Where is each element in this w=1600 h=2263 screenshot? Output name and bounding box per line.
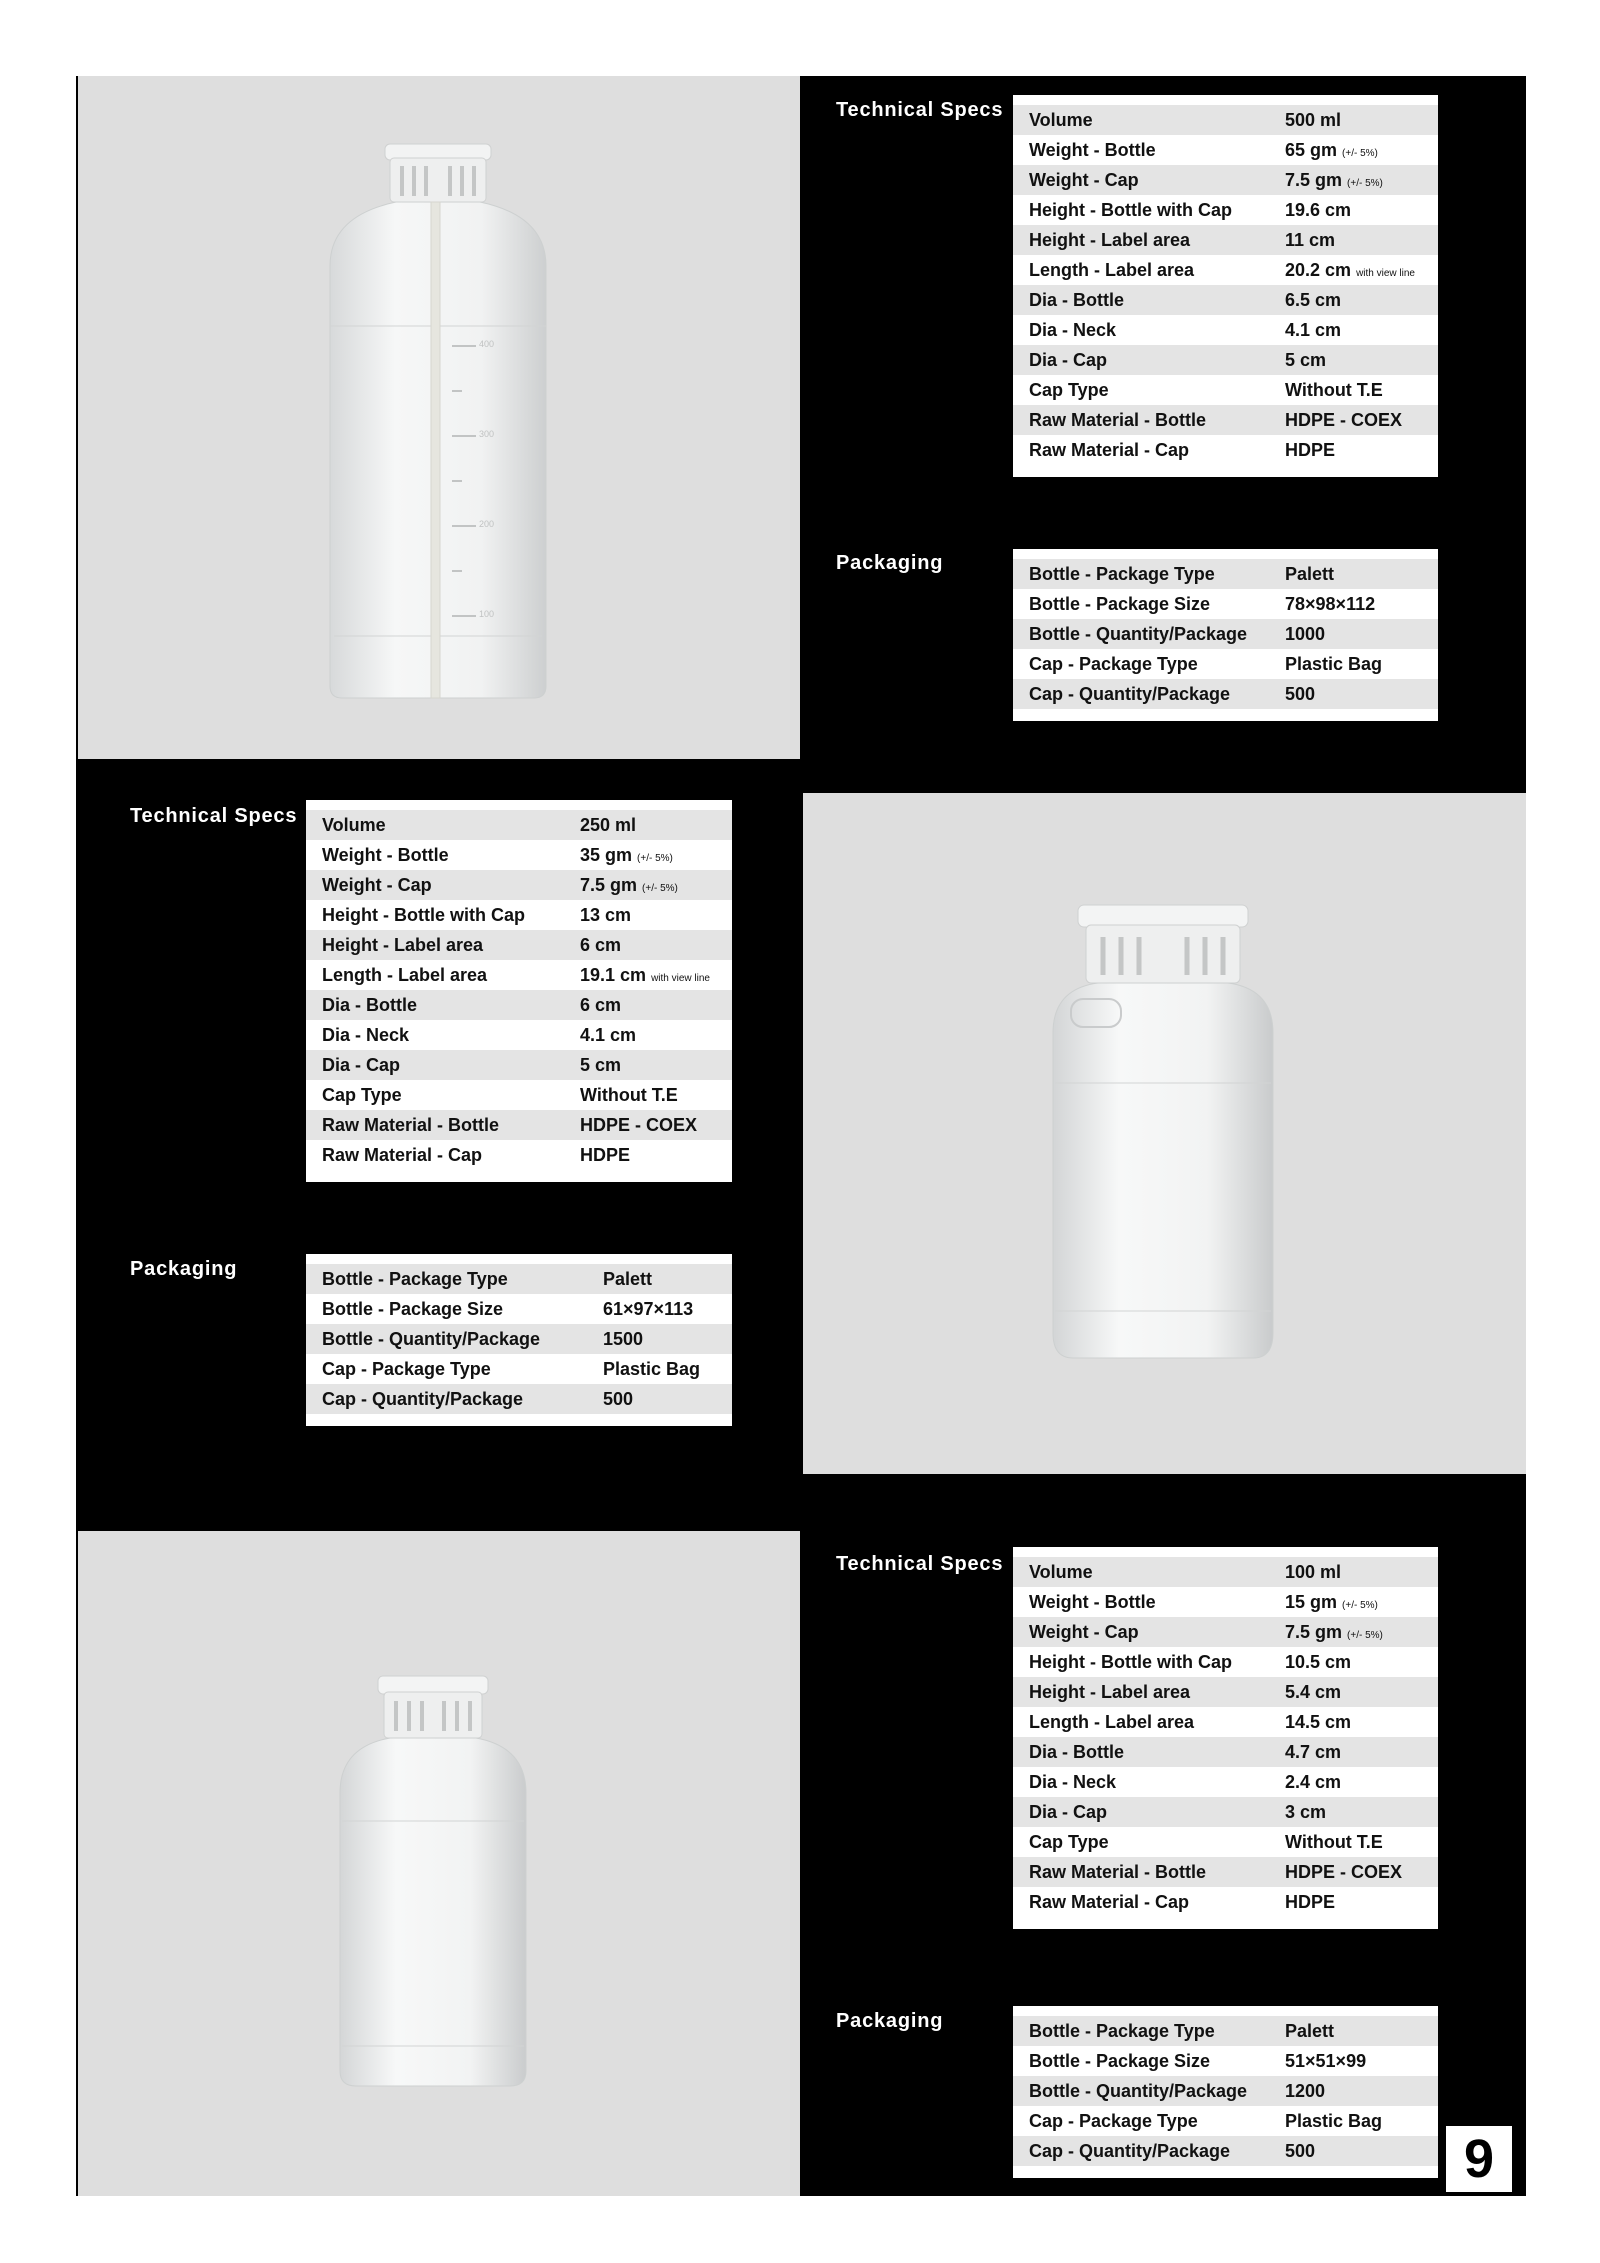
row-value-cell	[1269, 345, 1438, 375]
row-value: 20.2 cm	[1285, 259, 1352, 280]
spec-row	[1013, 100, 1438, 135]
row-label: Weight - Cap	[1013, 1617, 1269, 1647]
spec-row	[306, 930, 732, 960]
row-value-cell	[564, 870, 732, 900]
packaging-row	[1013, 589, 1438, 619]
row-label: Raw Material - Bottle	[306, 1110, 564, 1140]
product-photo-250ml	[803, 793, 1526, 1474]
row-value-cell	[1269, 2076, 1438, 2106]
packaging-row	[306, 1324, 732, 1354]
spec-row	[1013, 1707, 1438, 1737]
row-value-cell	[564, 805, 732, 840]
technical-specs-table	[1013, 95, 1438, 477]
row-value-cell	[564, 840, 732, 870]
spec-row	[306, 1110, 732, 1140]
row-value: HDPE	[580, 1144, 631, 1165]
graduation-label: 200	[479, 519, 495, 529]
technical-specs-heading: Technical Specs	[836, 99, 1004, 121]
row-label: Dia - Neck	[1013, 315, 1269, 345]
row-label: Height - Bottle with Cap	[306, 900, 564, 930]
row-label: Dia - Cap	[306, 1050, 564, 1080]
row-value-cell	[1269, 649, 1438, 679]
row-value-cell	[587, 1294, 732, 1324]
row-value-cell	[587, 1384, 732, 1420]
spec-row	[306, 1140, 732, 1176]
row-value-cell	[1269, 100, 1438, 135]
row-value: 5 cm	[580, 1054, 622, 1075]
row-value-cell	[1269, 285, 1438, 315]
bottle-250ml-image	[803, 793, 1526, 1474]
row-value-cell	[1269, 315, 1438, 345]
row-value-cell	[1269, 1797, 1438, 1827]
row-value: Palett	[603, 1268, 653, 1289]
row-value: 51×51×99	[1285, 2050, 1367, 2071]
bottle-100ml-image	[78, 1531, 800, 2196]
row-value: 7.5 gm	[580, 874, 638, 895]
row-label: Raw Material - Bottle	[1013, 1857, 1269, 1887]
row-value: 5 cm	[1285, 349, 1327, 370]
row-label: Bottle - Quantity/Package	[1013, 619, 1269, 649]
row-value: 7.5 gm	[1285, 1621, 1343, 1642]
packaging-row	[1013, 2046, 1438, 2076]
row-value-cell	[564, 990, 732, 1020]
row-value: 500	[603, 1388, 634, 1409]
spec-row	[306, 870, 732, 900]
row-label: Bottle - Package Type	[306, 1259, 587, 1294]
row-label: Raw Material - Cap	[1013, 435, 1269, 471]
row-value-cell	[1269, 225, 1438, 255]
spec-row	[1013, 1677, 1438, 1707]
row-value-cell	[1269, 1827, 1438, 1857]
row-value: 1500	[603, 1328, 644, 1349]
row-label: Height - Label area	[1013, 1677, 1269, 1707]
row-value: Palett	[1285, 563, 1335, 584]
packaging-row	[1013, 679, 1438, 715]
spec-row	[1013, 285, 1438, 315]
technical-specs-table	[1013, 1547, 1438, 1929]
spec-row	[1013, 1857, 1438, 1887]
row-label: Dia - Cap	[1013, 1797, 1269, 1827]
row-value-cell	[1269, 1767, 1438, 1797]
row-label: Dia - Bottle	[306, 990, 564, 1020]
packaging-row	[1013, 2011, 1438, 2046]
row-value: 6 cm	[580, 994, 622, 1015]
technical-specs-table	[306, 800, 732, 1182]
row-value-cell	[564, 900, 732, 930]
row-label: Cap - Quantity/Package	[306, 1384, 587, 1420]
row-label: Cap - Quantity/Package	[1013, 679, 1269, 715]
row-value: 14.5 cm	[1285, 1711, 1352, 1732]
spec-row	[1013, 375, 1438, 405]
row-value: 1000	[1285, 623, 1326, 644]
product-photo-500ml	[78, 76, 800, 759]
row-label: Length - Label area	[1013, 255, 1269, 285]
packaging-heading: Packaging	[130, 1258, 238, 1280]
row-value: 2.4 cm	[1285, 1771, 1342, 1792]
row-value: Palett	[1285, 2020, 1335, 2041]
row-value: HDPE - COEX	[580, 1114, 698, 1135]
row-value-cell	[1269, 1887, 1438, 1923]
row-value: 5.4 cm	[1285, 1681, 1342, 1702]
row-label: Weight - Bottle	[1013, 1587, 1269, 1617]
spec-row	[1013, 1647, 1438, 1677]
row-note: (+/- 5%)	[1347, 177, 1383, 189]
spec-row	[1013, 1617, 1438, 1647]
row-label: Bottle - Package Size	[1013, 2046, 1269, 2076]
page-number: 9	[1446, 2126, 1512, 2192]
row-value-cell	[1269, 255, 1438, 285]
row-value-cell	[1269, 375, 1438, 405]
row-value: 6 cm	[580, 934, 622, 955]
row-value: 19.6 cm	[1285, 199, 1352, 220]
row-value-cell	[1269, 195, 1438, 225]
row-value-cell	[564, 1110, 732, 1140]
row-value: HDPE	[1285, 1891, 1336, 1912]
row-label: Height - Bottle with Cap	[1013, 1647, 1269, 1677]
row-label: Height - Label area	[1013, 225, 1269, 255]
row-value-cell	[564, 1050, 732, 1080]
spec-row	[1013, 345, 1438, 375]
row-value-cell	[1269, 165, 1438, 195]
row-value: 500	[1285, 683, 1316, 704]
packaging-heading: Packaging	[836, 2010, 944, 2032]
row-value: 65 gm	[1285, 139, 1338, 160]
row-value: 7.5 gm	[1285, 169, 1343, 190]
row-label: Height - Label area	[306, 930, 564, 960]
row-label: Dia - Bottle	[1013, 285, 1269, 315]
row-value: 6.5 cm	[1285, 289, 1342, 310]
row-value-cell	[564, 1080, 732, 1110]
row-note: (+/- 5%)	[1342, 1599, 1378, 1611]
row-label: Dia - Bottle	[1013, 1737, 1269, 1767]
spec-row	[1013, 1797, 1438, 1827]
row-note: (+/- 5%)	[1347, 1629, 1383, 1641]
row-label: Raw Material - Bottle	[1013, 405, 1269, 435]
row-label: Cap Type	[1013, 375, 1269, 405]
row-value: Without T.E	[1285, 379, 1383, 400]
row-value-cell	[1269, 619, 1438, 649]
row-value-cell	[1269, 1617, 1438, 1647]
spec-row	[1013, 1767, 1438, 1797]
row-value-cell	[1269, 435, 1438, 471]
spec-row	[1013, 1587, 1438, 1617]
row-value: Without T.E	[580, 1084, 678, 1105]
row-label: Bottle - Package Size	[1013, 589, 1269, 619]
product-photo-100ml	[78, 1531, 800, 2196]
spec-row	[306, 805, 732, 840]
row-value: 19.1 cm	[580, 964, 647, 985]
packaging-row	[1013, 2076, 1438, 2106]
row-label: Volume	[1013, 1552, 1269, 1587]
row-label: Cap - Package Type	[1013, 2106, 1269, 2136]
row-value-cell	[564, 1140, 732, 1176]
spec-row	[1013, 1552, 1438, 1587]
spec-row	[1013, 1887, 1438, 1923]
spec-row	[1013, 255, 1438, 285]
row-value: 4.7 cm	[1285, 1741, 1342, 1762]
packaging-row	[1013, 619, 1438, 649]
row-value: 500 ml	[1285, 109, 1342, 130]
row-value: 78×98×112	[1285, 593, 1376, 614]
row-value: 100 ml	[1285, 1561, 1342, 1582]
packaging-row	[1013, 649, 1438, 679]
spec-row	[1013, 165, 1438, 195]
row-value-cell	[1269, 1737, 1438, 1767]
row-label: Volume	[306, 805, 564, 840]
packaging-row	[306, 1294, 732, 1324]
row-value: 4.1 cm	[580, 1024, 637, 1045]
row-note: with view line	[1356, 267, 1415, 279]
packaging-table	[1013, 2006, 1438, 2178]
row-value-cell	[1269, 1707, 1438, 1737]
row-value-cell	[1269, 589, 1438, 619]
row-note: (+/- 5%)	[642, 882, 678, 894]
packaging-row	[1013, 2136, 1438, 2172]
row-value-cell	[564, 930, 732, 960]
row-label: Cap Type	[1013, 1827, 1269, 1857]
row-value-cell	[1269, 2011, 1438, 2046]
row-value: 4.1 cm	[1285, 319, 1342, 340]
row-value: HDPE	[1285, 439, 1336, 460]
row-label: Dia - Neck	[1013, 1767, 1269, 1797]
row-label: Raw Material - Cap	[1013, 1887, 1269, 1923]
row-note: (+/- 5%)	[637, 852, 673, 864]
spec-row	[306, 900, 732, 930]
row-value: 3 cm	[1285, 1801, 1327, 1822]
row-value: 13 cm	[580, 904, 632, 925]
row-note: (+/- 5%)	[1342, 147, 1378, 159]
spec-row	[1013, 195, 1438, 225]
packaging-table	[1013, 549, 1438, 721]
spec-row	[1013, 1827, 1438, 1857]
row-label: Weight - Cap	[1013, 165, 1269, 195]
row-value-cell	[1269, 1857, 1438, 1887]
spec-row	[306, 990, 732, 1020]
row-value: Without T.E	[1285, 1831, 1383, 1852]
packaging-row	[1013, 554, 1438, 589]
row-value-cell	[1269, 554, 1438, 589]
row-value-cell	[1269, 2136, 1438, 2172]
spec-row	[306, 960, 732, 990]
spec-row	[1013, 135, 1438, 165]
graduation-label: 400	[479, 339, 495, 349]
row-value: Plastic Bag	[1285, 2110, 1383, 2131]
packaging-heading: Packaging	[836, 552, 944, 574]
row-value: 250 ml	[580, 814, 637, 835]
row-value: 61×97×113	[603, 1298, 694, 1319]
spec-row	[1013, 1737, 1438, 1767]
spec-row	[1013, 435, 1438, 471]
row-label: Dia - Cap	[1013, 345, 1269, 375]
graduation-label: 100	[479, 609, 495, 619]
packaging-row	[306, 1354, 732, 1384]
row-label: Raw Material - Cap	[306, 1140, 564, 1176]
spec-row	[1013, 315, 1438, 345]
row-label: Bottle - Package Type	[1013, 554, 1269, 589]
row-label: Bottle - Quantity/Package	[306, 1324, 587, 1354]
spec-row	[306, 1050, 732, 1080]
spec-row	[306, 840, 732, 870]
row-note: with view line	[651, 972, 710, 984]
row-value-cell	[1269, 1552, 1438, 1587]
row-value-cell	[1269, 405, 1438, 435]
row-label: Cap - Quantity/Package	[1013, 2136, 1269, 2172]
row-label: Length - Label area	[306, 960, 564, 990]
row-value: 10.5 cm	[1285, 1651, 1352, 1672]
row-label: Weight - Bottle	[1013, 135, 1269, 165]
technical-specs-heading: Technical Specs	[836, 1553, 1004, 1575]
row-label: Dia - Neck	[306, 1020, 564, 1050]
row-value: HDPE - COEX	[1285, 409, 1403, 430]
row-label: Length - Label area	[1013, 1707, 1269, 1737]
row-value-cell	[1269, 679, 1438, 715]
spec-row	[306, 1020, 732, 1050]
spec-row	[306, 1080, 732, 1110]
row-value-cell	[1269, 135, 1438, 165]
spec-row	[1013, 405, 1438, 435]
row-value: 1200	[1285, 2080, 1326, 2101]
row-label: Cap - Package Type	[1013, 649, 1269, 679]
row-label: Bottle - Package Type	[1013, 2011, 1269, 2046]
row-value: Plastic Bag	[603, 1358, 701, 1379]
row-label: Bottle - Quantity/Package	[1013, 2076, 1269, 2106]
row-label: Weight - Cap	[306, 870, 564, 900]
row-value-cell	[564, 1020, 732, 1050]
row-label: Height - Bottle with Cap	[1013, 195, 1269, 225]
row-value: 11 cm	[1285, 229, 1336, 250]
packaging-row	[306, 1259, 732, 1294]
row-value-cell	[564, 960, 732, 990]
row-value-cell	[1269, 1677, 1438, 1707]
row-value-cell	[1269, 2046, 1438, 2076]
row-value-cell	[587, 1324, 732, 1354]
packaging-table	[306, 1254, 732, 1426]
row-label: Bottle - Package Size	[306, 1294, 587, 1324]
row-value-cell	[1269, 1587, 1438, 1617]
row-label: Cap Type	[306, 1080, 564, 1110]
row-value-cell	[1269, 1647, 1438, 1677]
row-value-cell	[1269, 2106, 1438, 2136]
packaging-row	[1013, 2106, 1438, 2136]
packaging-row	[306, 1384, 732, 1420]
row-value-cell	[587, 1354, 732, 1384]
row-value: HDPE - COEX	[1285, 1861, 1403, 1882]
row-value: Plastic Bag	[1285, 653, 1383, 674]
row-label: Volume	[1013, 100, 1269, 135]
spec-row	[1013, 225, 1438, 255]
bottle-500ml-image	[78, 76, 800, 759]
row-value: 15 gm	[1285, 1591, 1338, 1612]
row-label: Cap - Package Type	[306, 1354, 587, 1384]
row-value-cell	[587, 1259, 732, 1294]
graduation-label: 300	[479, 429, 495, 439]
row-value: 35 gm	[580, 844, 633, 865]
row-label: Weight - Bottle	[306, 840, 564, 870]
row-value: 500	[1285, 2140, 1316, 2161]
technical-specs-heading: Technical Specs	[130, 805, 298, 827]
